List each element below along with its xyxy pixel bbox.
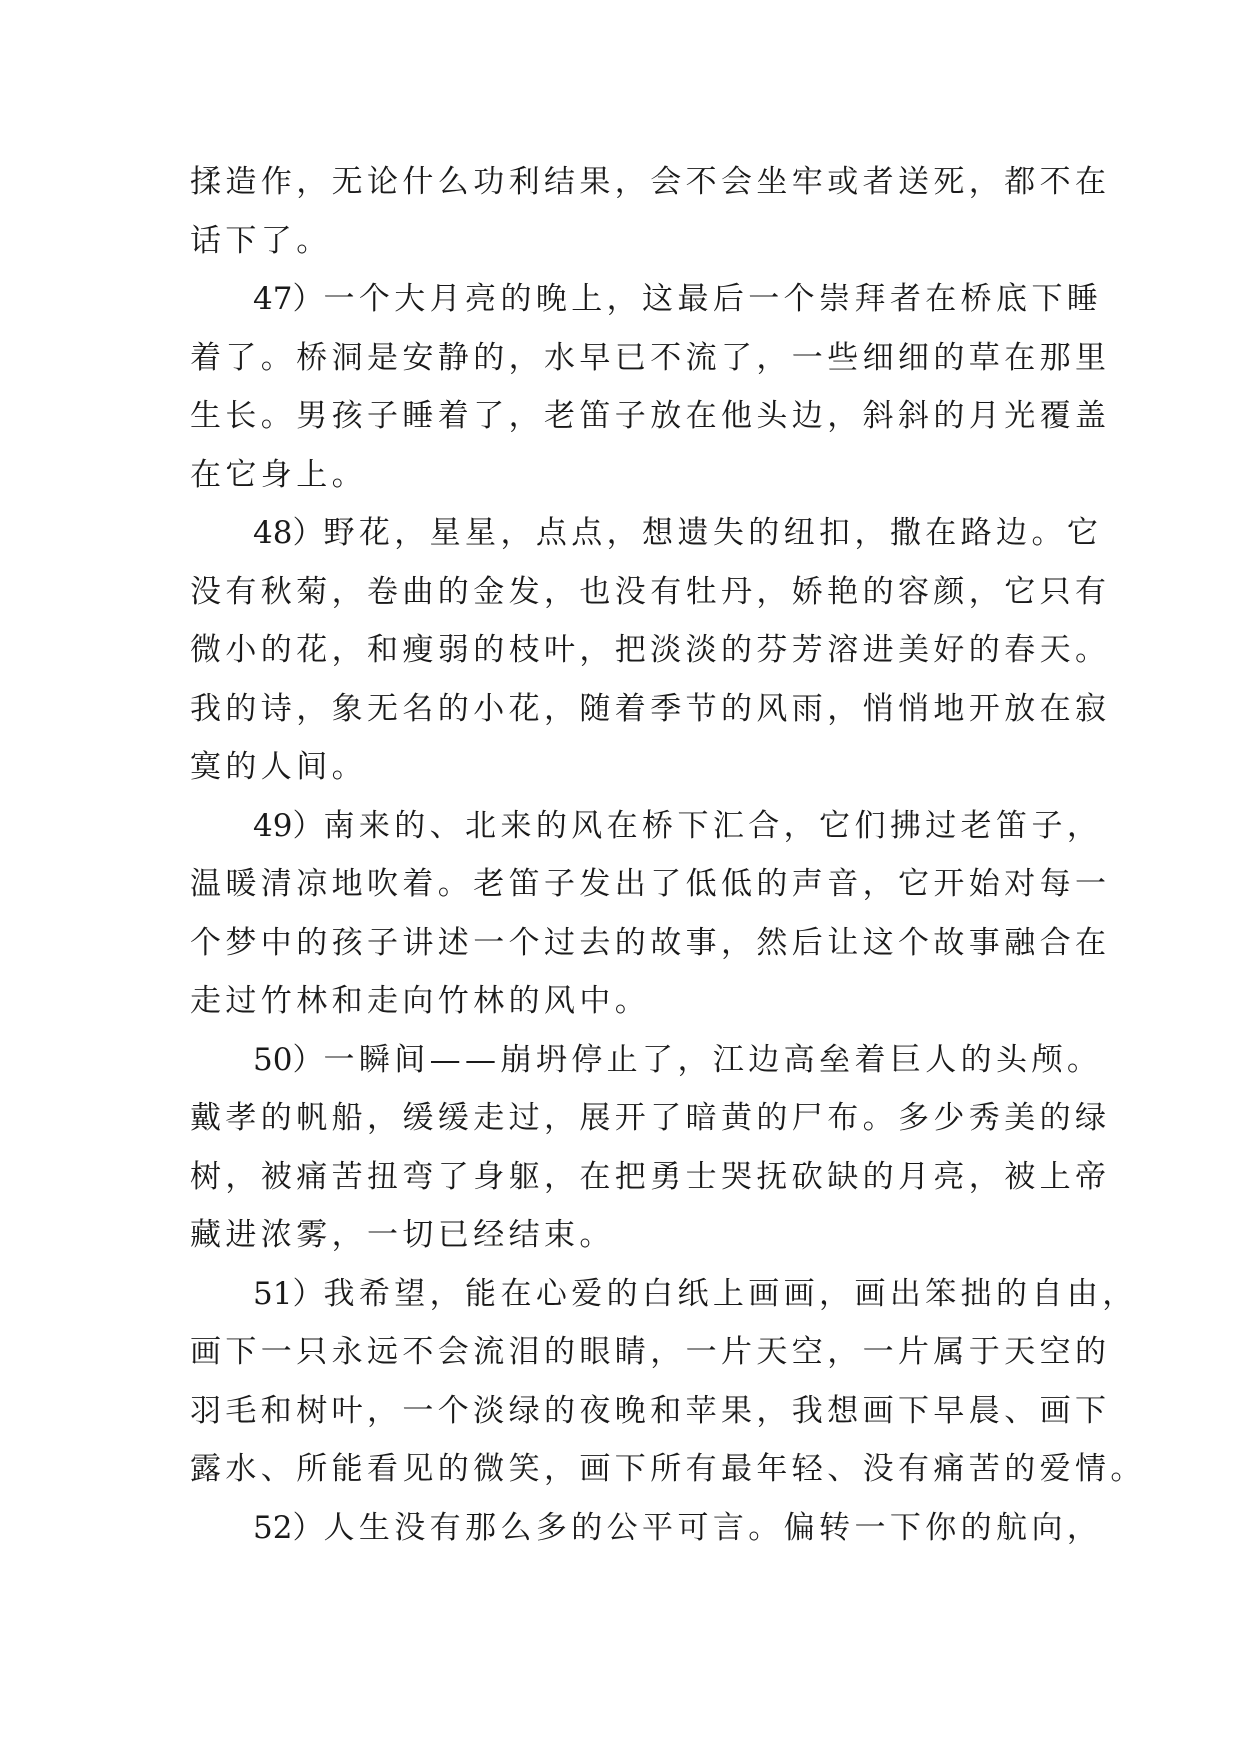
text-line: 藏进浓雾，一切已经结束。 [190, 1217, 615, 1253]
paragraph-50 [190, 1031, 1111, 1265]
document-page [190, 153, 1146, 1557]
text-line [190, 1031, 1103, 1090]
paragraph-46-continued [190, 153, 1111, 270]
line-text: 我希望，能在心爱的白纸上画画，画出笨拙的自由， [323, 1275, 1138, 1312]
text-line [190, 797, 1103, 856]
text-line: 羽毛和树叶，一个淡绿的夜晚和苹果，我想画下早晨、画下 [190, 1392, 1111, 1429]
text-line: 寞的人间。 [190, 749, 367, 785]
text-line: 在它身上。 [190, 456, 367, 493]
text-line: 没有秋菊，卷曲的金发，也没有牡丹，娇艳的容颜，它只有 [190, 573, 1111, 610]
text-line [190, 504, 1103, 563]
text-line: 温暖清凉地吹着。老笛子发出了低低的声音，它开始对每一 [190, 866, 1111, 902]
text-line: 微小的花，和瘦弱的枝叶，把淡淡的芬芳溶进美好的春天。 [190, 632, 1111, 668]
paragraph-number: 49） [253, 807, 324, 844]
line-text: 野花，星星，点点，想遗失的纽扣，撒在路边。它 [323, 515, 1103, 551]
text-line: 话下了。 [190, 222, 332, 259]
line-text: 一个大月亮的晚上，这最后一个崇拜者在桥底下睡 [323, 281, 1103, 317]
text-line [190, 1499, 1103, 1558]
paragraph-52 [190, 1499, 1103, 1558]
text-line: 露水、所能看见的微笑，画下所有最年轻、没有痛苦的爱情。 [190, 1451, 1146, 1487]
text-line: 走过竹林和走向竹林的风中。 [190, 983, 651, 1019]
text-line: 着了。桥洞是安静的，水早已不流了，一些细细的草在那里 [190, 339, 1111, 376]
paragraph-48 [190, 504, 1111, 797]
text-line: 画下一只永远不会流泪的眼睛，一片天空，一片属于天空的 [190, 1334, 1111, 1370]
paragraph-number: 47） [253, 281, 324, 317]
paragraph-49 [190, 797, 1111, 1031]
paragraph-51 [190, 1265, 1146, 1499]
text-line: 生长。男孩子睡着了，老笛子放在他头边，斜斜的月光覆盖 [190, 398, 1111, 434]
paragraph-47 [190, 270, 1111, 504]
text-line [190, 1265, 1138, 1324]
line-text: 人生没有那么多的公平可言。偏转一下你的航向， [323, 1509, 1103, 1546]
paragraph-number: 50） [253, 1041, 324, 1078]
text-line: 我的诗，象无名的小花，随着季节的风雨，悄悄地开放在寂 [190, 690, 1111, 727]
text-line: 戴孝的帆船，缓缓走过，展开了暗黄的尸布。多少秀美的绿 [190, 1100, 1111, 1136]
paragraph-number: 52） [253, 1509, 324, 1546]
paragraph-number: 48） [253, 515, 324, 551]
text-line: 揉造作，无论什么功利结果，会不会坐牢或者送死，都不在 [190, 164, 1111, 200]
line-text: 南来的、北来的风在桥下汇合，它们拂过老笛子， [323, 807, 1103, 844]
text-line: 个梦中的孩子讲述一个过去的故事，然后让这个故事融合在 [190, 924, 1111, 961]
line-text: 一瞬间——崩坍停止了，江边高垒着巨人的头颅。 [323, 1041, 1103, 1078]
text-line [190, 270, 1103, 329]
paragraph-number: 51） [253, 1275, 324, 1312]
text-line: 树，被痛苦扭弯了身躯，在把勇士哭抚砍缺的月亮，被上帝 [190, 1158, 1111, 1195]
